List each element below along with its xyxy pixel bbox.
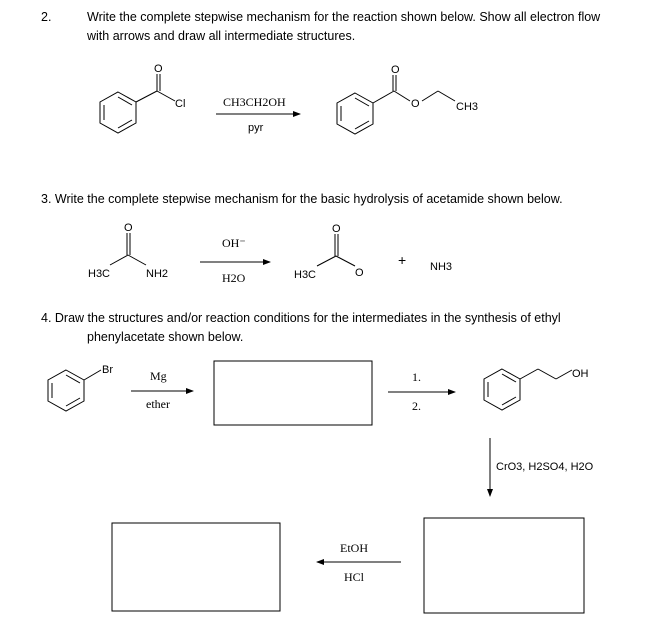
q2-prompt-line1: Write the complete stepwise mechanism for the reaction shown below. Show all electron flow [87, 10, 601, 24]
acetate-structure [317, 234, 355, 266]
q4-hcl-label: HCl [344, 570, 365, 584]
q4-step2-label: 2. [412, 399, 421, 413]
q4-oxidant-label: CrO3, H2SO4, H2O [496, 461, 594, 473]
q3-ammonia-label: NH3 [430, 261, 453, 273]
answer-box-acid [424, 518, 584, 613]
ethyl-benzoate-structure [337, 75, 455, 134]
q2-product-ester-oxygen-label: O [411, 98, 420, 110]
answer-box-grignard [214, 361, 372, 425]
q2-methyl-text: CH3 [456, 101, 479, 113]
acetamide-structure [110, 233, 146, 265]
q3-reactant-methyl-label: H3C [88, 268, 111, 280]
q2-reactant-oxygen-label: O [154, 63, 163, 75]
q4-bromine-label: Br [102, 364, 113, 376]
q3-reagent-label: OH⁻ [222, 236, 246, 250]
q2-product-carbonyl-oxygen-label: O [391, 64, 400, 76]
q4-prompt-line2: phenylacetate shown below. [87, 330, 244, 344]
q2-catalyst-label: pyr [248, 122, 264, 134]
q3-reactant-oxygen-label: O [124, 222, 133, 234]
q2-prompt-line2: with arrows and draw all intermediate structures. [87, 29, 356, 43]
q4-ethanol-label: EtOH [340, 541, 368, 555]
q3-plus-sign: + [398, 252, 407, 268]
q2-reagent-label: CH3CH2OH [223, 95, 286, 109]
q4-hydroxyl-label: OH [572, 368, 589, 380]
bromobenzene-structure [48, 370, 101, 411]
q4-step1-label: 1. [412, 370, 421, 384]
q4-prompt-line1: 4. Draw the structures and/or reaction conditions for the intermediates in the synthesis of ethyl [41, 311, 561, 325]
q4-ether-label: ether [146, 397, 170, 411]
phenylethanol-structure [484, 369, 572, 410]
q2-product-methyl-label [456, 101, 478, 113]
q2-number: 2. [41, 10, 52, 24]
q3-carboxylate-oxygen-label: O [355, 267, 364, 279]
q4-magnesium-label: Mg [150, 369, 167, 383]
q2-chlorine-label: Cl [175, 98, 186, 110]
benzoyl-chloride-structure [100, 74, 175, 133]
q3-solvent-label: H2O [222, 271, 246, 285]
answer-box-ester [112, 523, 280, 611]
q3-amine-label: NH2 [146, 268, 169, 280]
q3-product-methyl-label: H3C [294, 269, 317, 281]
q3-prompt: 3. Write the complete stepwise mechanism for the basic hydrolysis of acetamide shown below. [41, 192, 563, 206]
q3-product-oxygen-label: O [332, 223, 341, 235]
